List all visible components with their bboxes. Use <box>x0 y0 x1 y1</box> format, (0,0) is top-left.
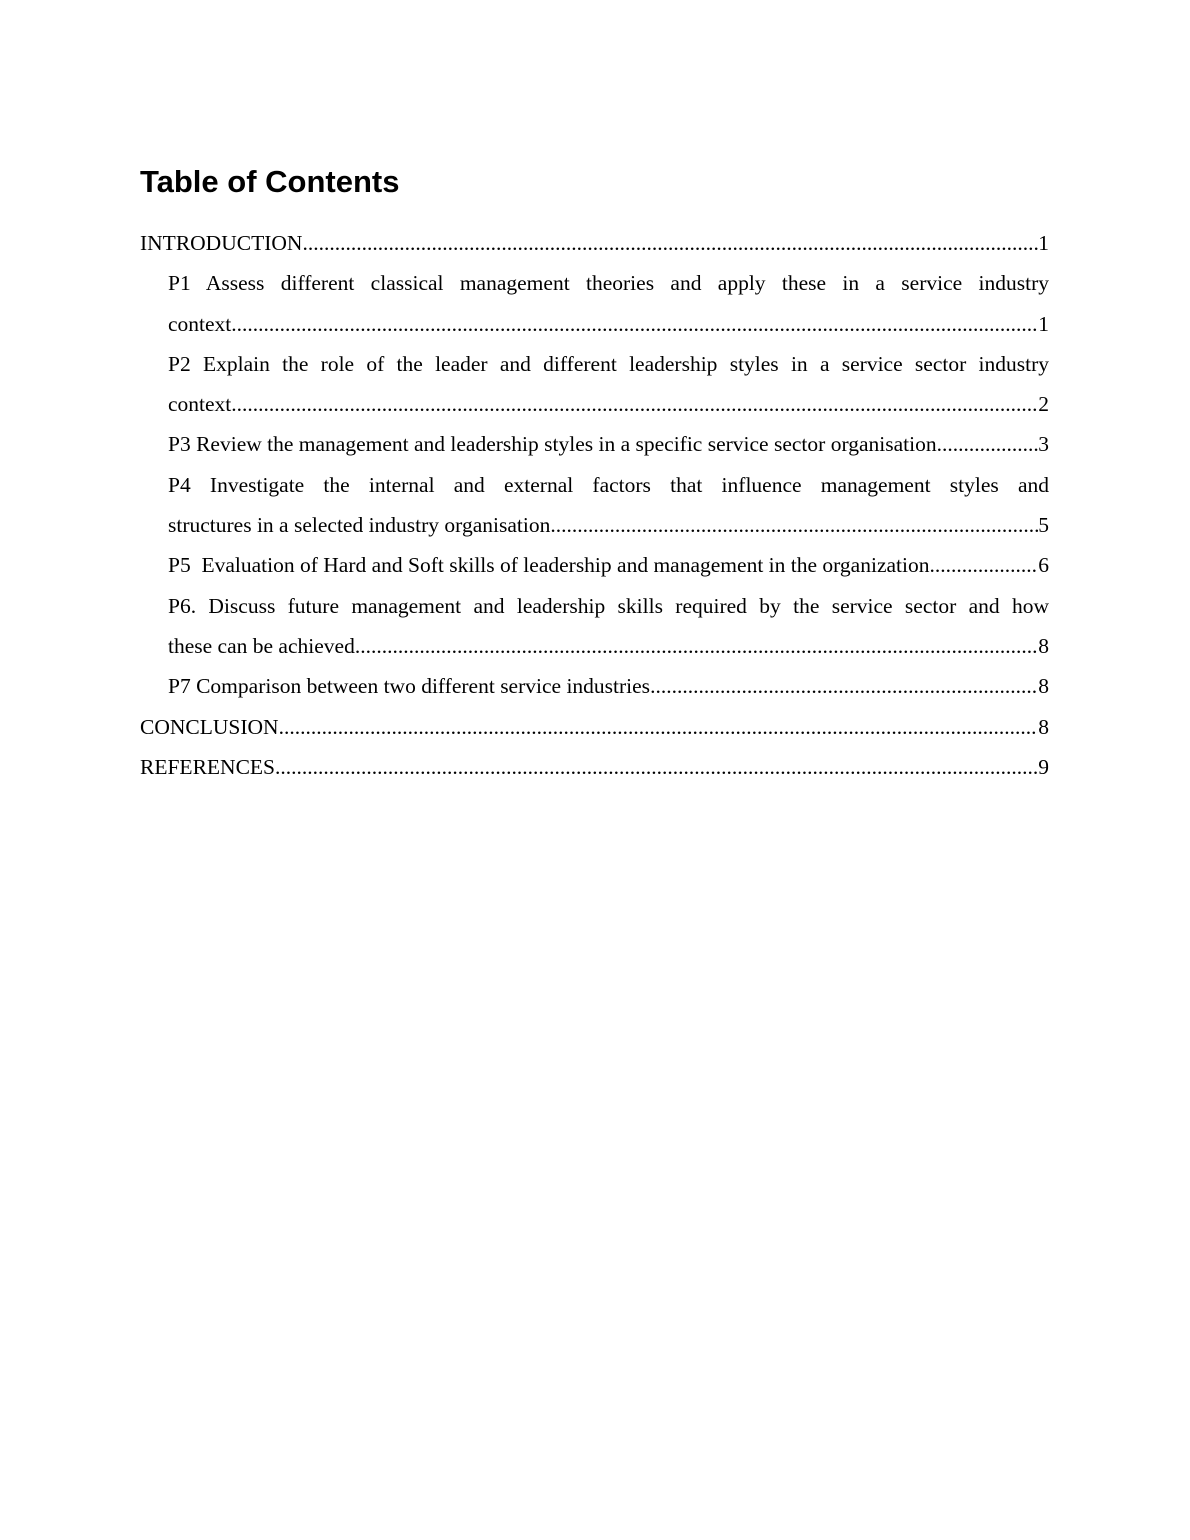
toc-page-number: 5 <box>1038 513 1049 538</box>
toc-entry-p7[interactable] <box>140 666 1049 706</box>
toc-leader-dots <box>937 424 1039 464</box>
toc-entry-text: REFERENCES <box>140 754 275 779</box>
toc-entry-p6[interactable] <box>140 586 1049 667</box>
toc-entry-text: P3 Review the management and leadership styles in a specific service sector organisation <box>168 432 937 457</box>
toc-page-number: 1 <box>1038 311 1049 336</box>
toc-entry-conclusion[interactable] <box>140 707 1049 747</box>
toc-entry-text: these can be achieved <box>168 633 355 658</box>
toc-title: Table of Contents <box>140 164 400 199</box>
toc-entry-text: P7 Comparison between two different service industries <box>168 674 651 699</box>
toc-page-number: 1 <box>1038 231 1049 255</box>
toc-leader-dots <box>231 384 1038 424</box>
toc-entry-text: P5 Evaluation of Hard and Soft skills of leadership and management in the organization. <box>168 553 935 578</box>
toc-page-number: 3 <box>1038 432 1049 457</box>
toc-leader-dots <box>302 223 1038 263</box>
toc-leader-dots <box>279 707 1039 747</box>
toc-entry-p1[interactable] <box>140 263 1049 344</box>
toc-page-number: 6 <box>1038 553 1049 578</box>
toc-entry-text: INTRODUCTION <box>140 231 303 255</box>
toc-entry-p2[interactable] <box>140 344 1049 425</box>
toc-page-number: 2 <box>1038 392 1049 417</box>
toc-entry-p4[interactable] <box>140 465 1049 546</box>
toc-entry-text: CONCLUSION <box>140 714 279 739</box>
toc-entry-text: structures in a selected industry organisation <box>168 513 551 538</box>
toc-page-number: 8 <box>1038 714 1049 739</box>
toc-page-number: 9 <box>1038 754 1049 779</box>
toc-leader-dots <box>275 747 1038 787</box>
toc-leader-dots <box>355 626 1038 666</box>
toc-leader-dots <box>231 304 1038 344</box>
toc-entry-introduction[interactable] <box>140 223 1049 263</box>
toc-leader-dots <box>650 666 1038 706</box>
toc-page-number: 8 <box>1038 633 1049 658</box>
toc-page-number: 8 <box>1038 674 1049 699</box>
toc-entry-p3[interactable] <box>140 424 1049 464</box>
toc-entry-text: context <box>168 311 232 336</box>
toc-entry-lead-text: P6. Discuss future management and leadership skills required by the service sector and how <box>168 593 1049 618</box>
toc-entry-references[interactable] <box>140 747 1049 787</box>
table-of-contents <box>140 223 1049 787</box>
toc-entry-text: context <box>168 392 232 417</box>
toc-entry-lead-text: P4 Investigate the internal and external factors that influence management styles and <box>168 472 1049 497</box>
toc-entry-p5[interactable] <box>140 545 1049 585</box>
toc-entry-lead-text: P1 Assess different classical management theories and apply these in a service industry <box>168 271 1049 296</box>
toc-leader-dots <box>935 545 1038 585</box>
toc-leader-dots <box>550 505 1038 545</box>
toc-entry-lead-text: P2 Explain the role of the leader and different leadership styles in a service sector industry <box>168 351 1049 376</box>
